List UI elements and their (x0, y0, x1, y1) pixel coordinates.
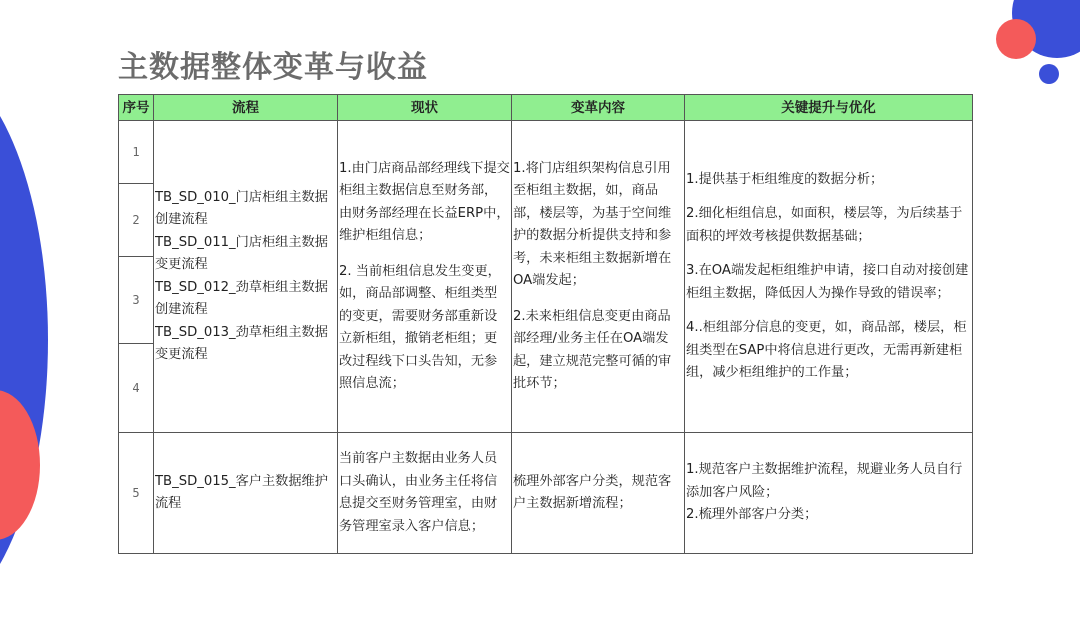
process-item: TB_SD_012_劲草柜组主数据创建流程 (155, 279, 328, 317)
row-number: 4 (119, 344, 154, 433)
process-cell-stores (154, 121, 338, 433)
decorative-red-circle-top-right (996, 19, 1036, 59)
table-row (119, 433, 973, 554)
header-current: 现状 (338, 95, 512, 121)
current-paragraph-1: 1.由门店商品部经理线下提交柜组主数据信息至财务部，由财务部经理在长益ERP中，维护柜组信息； (339, 160, 510, 243)
header-no: 序号 (119, 95, 154, 121)
process-item: TB_SD_011_门店柜组主数据变更流程 (155, 234, 328, 272)
improve-cell-stores (685, 121, 973, 433)
header-improve: 关键提升与优化 (685, 95, 973, 121)
table-header-row (119, 95, 973, 121)
process-cell-customer: TB_SD_015_客户主数据维护流程 (154, 433, 338, 554)
change-paragraph-1: 1.将门店组织架构信息引用至柜组主数据，如，商品部，楼层等，为基于空间维护的数据分析提供支持和参考，未来柜组主数据新增在OA端发起； (513, 160, 672, 288)
change-cell-customer: 梳理外部客户分类，规范客户主数据新增流程； (512, 433, 685, 554)
improve-paragraph-2: 2.细化柜组信息，如面积，楼层等，为后续基于面积的坪效考核提供数据基础； (686, 206, 963, 244)
improve-customer-paragraph-2: 2.梳理外部客户分类； (686, 507, 818, 523)
improve-customer-paragraph-1: 1.规范客户主数据维护流程，规避业务人员自行添加客户风险； (686, 462, 963, 500)
header-process: 流程 (154, 95, 338, 121)
improve-paragraph-4: 4..柜组部分信息的变更，如，商品部，楼层，柜组类型在SAP中将信息进行更改，无需再新建柜组，减少柜组维护的工作量； (686, 320, 967, 380)
row-number: 3 (119, 257, 154, 344)
process-item: TB_SD_010_门店柜组主数据创建流程 (155, 189, 328, 227)
header-change: 变革内容 (512, 95, 685, 121)
row-number: 2 (119, 184, 154, 257)
row-number: 1 (119, 121, 154, 184)
page-title: 主数据整体变革与收益 (118, 50, 428, 85)
improve-paragraph-1: 1.提供基于柜组维度的数据分析； (686, 171, 884, 187)
master-data-table (118, 94, 973, 554)
process-item: TB_SD_013_劲草柜组主数据变更流程 (155, 324, 328, 362)
change-paragraph-2: 2.未来柜组信息变更由商品部经理/业务主任在OA端发起，建立规范完整可循的审批环节； (513, 308, 672, 391)
row-number: 5 (119, 433, 154, 554)
table-row (119, 121, 973, 184)
decorative-blue-dot-top-right (1039, 64, 1059, 84)
improve-cell-customer (685, 433, 973, 554)
improve-paragraph-3: 3.在OA端发起柜组维护申请，接口自动对接创建柜组主数据，降低因人为操作导致的错误率； (686, 263, 969, 301)
current-paragraph-2: 2. 当前柜组信息发生变更，如，商品部调整、柜组类型的变更，需要财务部重新设立新柜组，撤销老柜组；更改过程线下口头告知，无参照信息流； (339, 263, 501, 391)
current-cell-customer: 当前客户主数据由业务人员口头确认，由业务主任将信息提交至财务管理室，由财务管理室录入客户信息； (338, 433, 512, 554)
change-cell-stores (512, 121, 685, 433)
current-cell-stores (338, 121, 512, 433)
